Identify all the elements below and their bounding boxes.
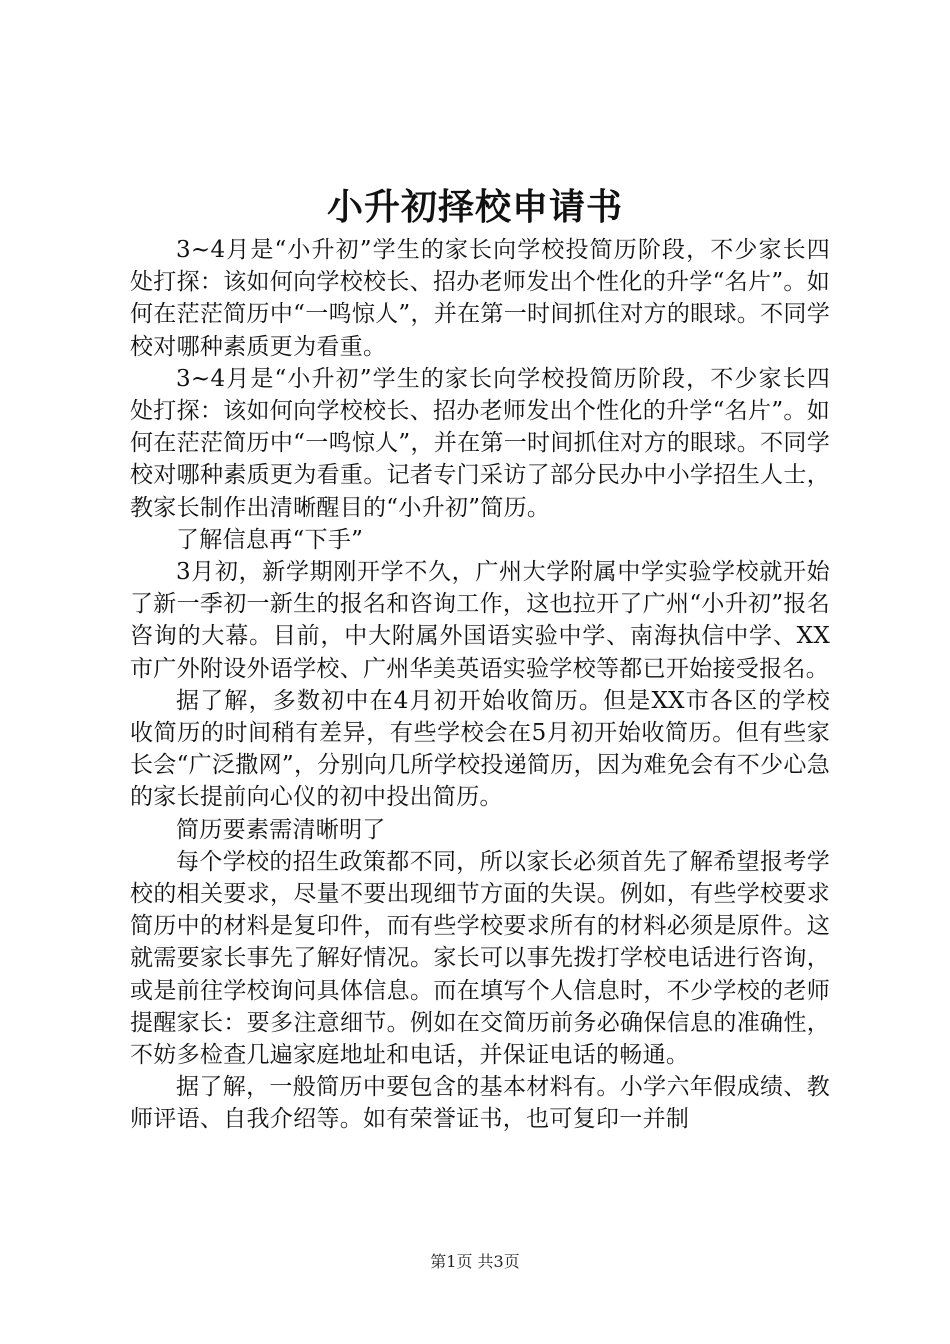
section-heading-info: 了解信息再“下手”	[176, 526, 364, 553]
paragraph-resume-timing: 据了解，多数初中在4月初开始收简历。但是XX市各区的学校收简历的时间稍有差异，有些学校会在5月初开始收简历。但有些家长会“广泛撒网”，分别向几所学校投递简历，因为难免会有不少心急的家长提前向心仪的初中投出简历。	[130, 687, 830, 811]
paragraph-registration: 3月初，新学期刚开学不久，广州大学附属中学实验学校就开始了新一季初一新生的报名和咨询工作，这也拉开了广州“小升初”报名咨询的大幕。目前，中大附属外国语实验中学、南海执信中学、XX市广外附设外语学校、广州华美英语实验学校等都已开始接受报名。	[130, 559, 830, 682]
document-body	[130, 234, 830, 1136]
paragraph-school-policy: 每个学校的招生政策都不同，所以家长必须首先了解希望报考学校的相关要求，尽量不要出现细节方面的失误。例如，有些学校要求简历中的材料是复印件，而有些学校要求所有的材料必须是原件。这就需要家长事先了解好情况。家长可以事先拨打学校电话进行咨询，或是前往学校询问具体信息。而在填写个人信息时，不少学校的老师提醒家长：要多注意细节。例如在交简历前务必确保信息的准确性，不妨多检查几遍家庭地址和电话，并保证电话的畅通。	[130, 848, 830, 1069]
page-footer: 第1页 共3页	[430, 1252, 520, 1271]
paragraph-materials: 据了解，一般简历中要包含的基本材料有。小学六年假成绩、教师评语、自我介绍等。如有荣誉证书，也可复印一并制	[130, 1074, 830, 1133]
paragraph-intro-extended: 3~4月是“小升初”学生的家长向学校投简历阶段，不少家长四处打探：该如何向学校校长、招办老师发出个性化的升学“名片”。如何在茫茫简历中“一鸣惊人”，并在第一时间抓住对方的眼球。不同学校对哪种素质更为看重。记者专门采访了部分民办中小学招生人士，教家长制作出清晰醒目的“小升初”简历。	[130, 365, 830, 521]
document-title: 小升初择校申请书	[326, 186, 623, 228]
section-heading-resume: 简历要素需清晰明了	[176, 816, 386, 843]
paragraph-intro: 3~4月是“小升初”学生的家长向学校投简历阶段，不少家长四处打探：该如何向学校校长、招办老师发出个性化的升学“名片”。如何在茫茫简历中“一鸣惊人”，并在第一时间抓住对方的眼球。不同学校对哪种素质更为看重。	[130, 237, 830, 360]
